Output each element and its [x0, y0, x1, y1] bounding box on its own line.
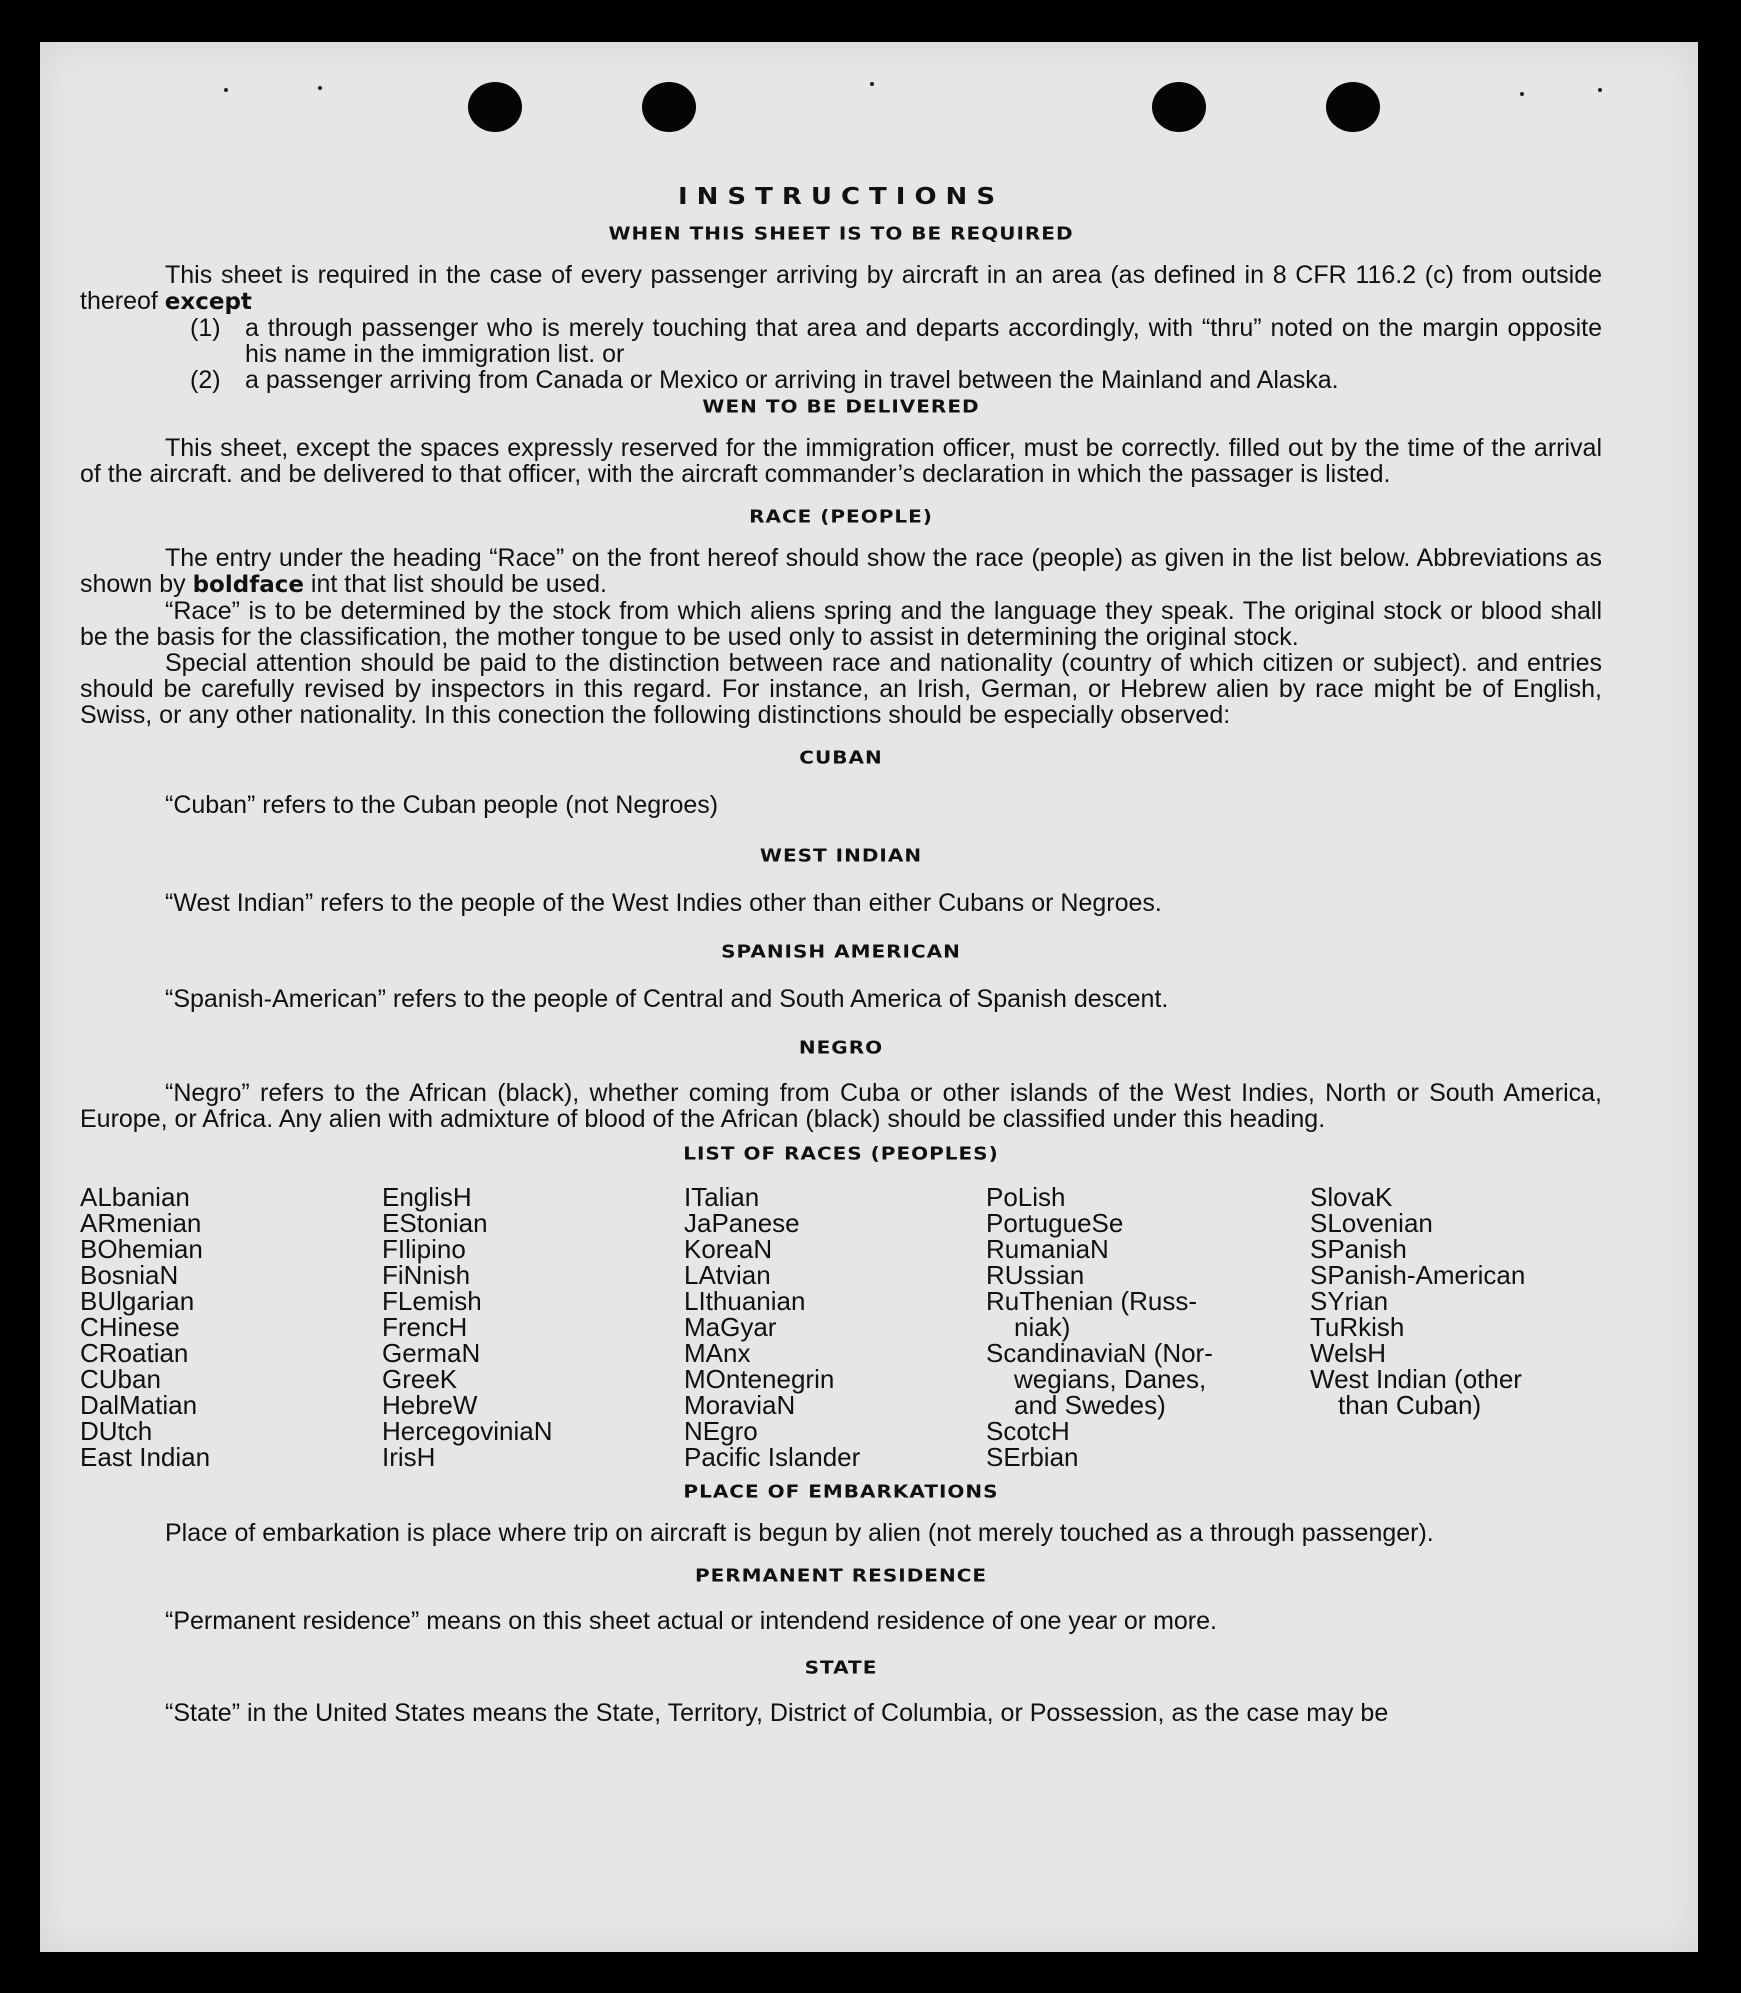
race-entry-continued: niak) [1014, 1312, 1071, 1342]
paragraph [80, 545, 1602, 598]
race-entry: West Indian (other [1310, 1364, 1522, 1394]
race-entry: RumaniaN [986, 1234, 1109, 1264]
race-entry: WelsH [1310, 1338, 1387, 1368]
race-entry: GreeK [382, 1364, 458, 1394]
race-entry: FrencH [382, 1312, 468, 1342]
punch-hole [468, 82, 522, 132]
race-column [684, 1184, 986, 1470]
section-heading: PLACE OF EMBARKATIONS [683, 1480, 999, 1502]
race-entry: NEgro [684, 1416, 758, 1446]
race-entry: IrisH [382, 1442, 436, 1472]
race-entry: FIlipino [382, 1234, 466, 1264]
paragraph: “West Indian” refers to the people of the West Indies other than either Cubans or Negroes. [165, 889, 1162, 917]
list-item [80, 315, 1602, 367]
paragraph: “Cuban” refers to the Cuban people (not Negroes) [165, 791, 719, 819]
race-entry: BUlgarian [80, 1286, 195, 1316]
speck [318, 86, 322, 90]
item-text: a passenger arriving from Canada or Mexico or arriving in travel between the Mainland and Alaska. [245, 366, 1339, 394]
instructions-content [80, 184, 1602, 1726]
race-entry: MaGyar [684, 1312, 777, 1342]
race-entry: LIthuanian [684, 1286, 806, 1316]
paragraph: This sheet, except the spaces expressly reserved for the immigration officer, must be correctly. filled out by the time of the arrival of the aircraft. and be delivered to that officer, with the aircraft commander’s declaration in which the passager is listed. [80, 434, 1602, 488]
race-entry: EStonian [382, 1208, 488, 1238]
race-entry: HercegoviniaN [382, 1416, 553, 1446]
race-column [986, 1184, 1310, 1470]
race-entry: FiNnish [382, 1260, 471, 1290]
paragraph: “Negro” refers to the African (black), whether coming from Cuba or other islands of the West Indies, North or South America, Europe, or Africa. Any alien with admixture of blood of the African (black) should be classified under this heading. [80, 1079, 1602, 1133]
race-entry: HebreW [382, 1390, 478, 1420]
boldface-word: boldface [192, 572, 304, 598]
race-entry: PoLish [986, 1182, 1066, 1212]
race-entry: ITalian [684, 1182, 760, 1212]
race-entry: RUssian [986, 1260, 1085, 1290]
race-entry: LAtvian [684, 1260, 771, 1290]
race-entry: Pacific Islander [684, 1442, 861, 1472]
race-entry: CRoatian [80, 1338, 189, 1368]
speck [224, 88, 228, 92]
section-heading: SPANISH AMERICAN [721, 940, 961, 962]
section-heading: LIST OF RACES (PEOPLES) [683, 1142, 999, 1164]
race-entry: TuRkish [1310, 1312, 1405, 1342]
race-list [80, 1184, 1602, 1470]
section-heading: RACE (PEOPLE) [749, 505, 933, 527]
paragraph [80, 262, 1602, 315]
section-heading: NEGRO [798, 1036, 884, 1058]
paragraph: “Race” is to be determined by the stock from which aliens spring and the language they speak. The original stock or blood shall be the basis for the classification, the mother tongue to be used only to assist in determining the original stock. [80, 597, 1602, 651]
except-bold: except [164, 289, 252, 315]
race-entry: ScotcH [986, 1416, 1070, 1446]
race-entry: SLovenian [1310, 1208, 1433, 1238]
race-entry: BOhemian [80, 1234, 203, 1264]
race-entry: JaPanese [684, 1208, 800, 1238]
race-entry: ScandinaviaN (Nor- [986, 1338, 1213, 1368]
race-entry: BosniaN [80, 1260, 179, 1290]
race-entry: DUtch [80, 1416, 153, 1446]
race-entry: DalMatian [80, 1390, 198, 1420]
punch-hole [642, 82, 696, 132]
document-page [40, 42, 1698, 1952]
race-entry-continued: and Swedes) [1014, 1390, 1166, 1420]
race-entry: EnglisH [382, 1182, 472, 1212]
race-entry: GermaN [382, 1338, 481, 1368]
race-entry-continued: wegians, Danes, [1014, 1364, 1207, 1394]
race-entry: CHinese [80, 1312, 180, 1342]
race-entry: MAnx [684, 1338, 751, 1368]
punch-hole [1152, 82, 1206, 132]
race-entry: ALbanian [80, 1182, 190, 1212]
race-entry: KoreaN [684, 1234, 773, 1264]
speck [870, 82, 874, 86]
page-title: INSTRUCTIONS [677, 183, 1005, 211]
race-entry: SPanish-American [1310, 1260, 1526, 1290]
race-entry: MOntenegrin [684, 1364, 835, 1394]
race-entry: MoraviaN [684, 1390, 796, 1420]
race-entry: SYrian [1310, 1286, 1389, 1316]
race-column [382, 1184, 684, 1470]
item-number: (2) [190, 366, 221, 394]
race-entry: PortugueSe [986, 1208, 1124, 1238]
speck [1520, 92, 1524, 96]
section-heading: WEST INDIAN [759, 844, 923, 866]
section-heading: WEN TO BE DELIVERED [702, 395, 980, 417]
speck [1598, 88, 1602, 92]
paragraph: “Spanish-American” refers to the people of Central and South America of Spanish descent. [165, 985, 1169, 1013]
paragraph-text: int that list should be used. [310, 570, 607, 598]
race-entry: ARmenian [80, 1208, 202, 1238]
race-column [1310, 1184, 1600, 1470]
race-entry-continued: than Cuban) [1338, 1390, 1482, 1420]
paragraph-text: The entry under the heading “Race” on the front hereof should show the race (people) as given in the list below. Abbreviations as shown by [80, 544, 1602, 598]
paragraph: “Permanent residence” means on this sheet actual or intendend residence of one year or more. [165, 1607, 1217, 1635]
list-item [80, 367, 1602, 393]
section-heading: WHEN THIS SHEET IS TO BE REQUIRED [608, 222, 1074, 244]
item-text: a through passenger who is merely touching that area and departs accordingly, with “thru” noted on the margin opposite his name in the immigration list. or [245, 314, 1602, 368]
section-heading: STATE [804, 1656, 878, 1678]
section-heading: PERMANENT RESIDENCE [694, 1564, 988, 1586]
race-entry: RuThenian (Russ- [986, 1286, 1197, 1316]
race-entry: FLemish [382, 1286, 482, 1316]
race-entry: CUban [80, 1364, 161, 1394]
paragraph: “State” in the United States means the State, Territory, District of Columbia, or Possession, as the case may be [165, 1699, 1389, 1727]
race-entry: SPanish [1310, 1234, 1407, 1264]
race-entry: East Indian [80, 1442, 211, 1472]
section-heading: CUBAN [799, 746, 883, 768]
paragraph: Special attention should be paid to the distinction between race and nationality (country of which citizen or subject). and entries should be carefully revised by inspectors in this regard. For instance, an Irish, German, or Hebrew alien by race might be of English, Swiss, or any other nationality. In this conection the following distinctions should be especially observed: [80, 649, 1602, 729]
paragraph-text: This sheet is required in the case of every passenger arriving by aircraft in an area (as defined in 8 CFR 116.2 (c) from outside thereof [80, 261, 1602, 315]
paragraph: Place of embarkation is place where trip on aircraft is begun by alien (not merely touched as a through passenger). [165, 1519, 1434, 1547]
race-column [80, 1184, 382, 1470]
item-number: (1) [190, 314, 221, 342]
race-entry: SlovaK [1310, 1182, 1393, 1212]
punch-hole [1326, 82, 1380, 132]
race-entry: SErbian [986, 1442, 1079, 1472]
